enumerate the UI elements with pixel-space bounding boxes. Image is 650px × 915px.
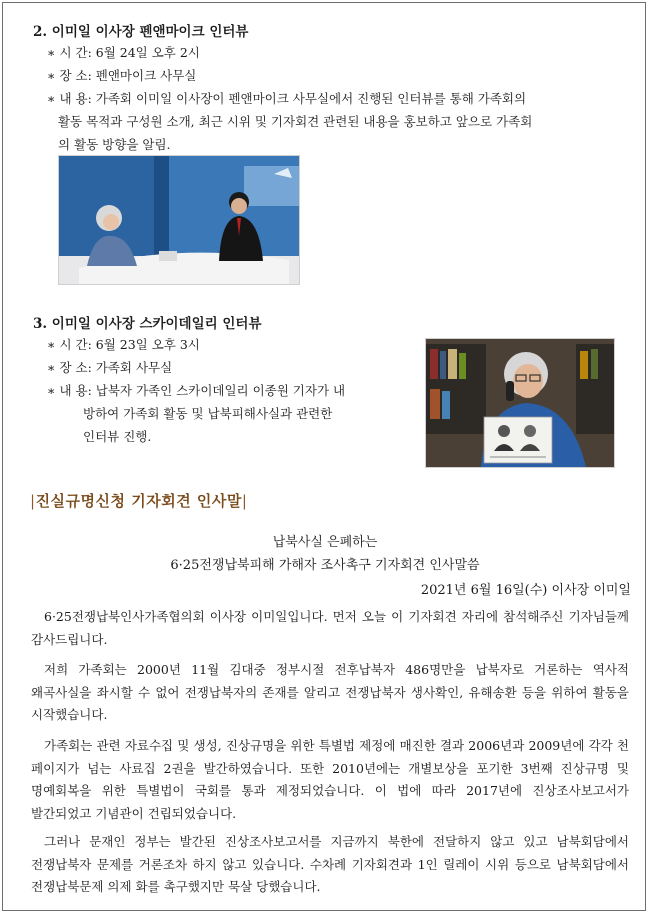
speech-paragraph-1: [31, 606, 629, 651]
speech-title-line2: 6·25전쟁납북피해 가해자 조사촉구 기자회견 인사말씀: [170, 558, 480, 573]
speech-paragraph-4-text: 그러나 문재인 정부는 발간된 진상조사보고서를 지금까지 북한에 전달하지 않고 있고 남북회담에서 전쟁납북자 문제를 거론조차 하지 않고 있습니다. 수차례 기자회견과 1인 릴레이 시위 등으로 남북회담에서 전쟁납북문제 의제 화를 촉구했지만 묵살 당했습니다.: [31, 834, 629, 894]
document-page: [2, 2, 646, 911]
section3-place: ∗ 장 소: 가족회 사무실: [47, 360, 173, 375]
speech-paragraph-3: [31, 735, 629, 825]
office-interview-photo: [425, 338, 615, 468]
section2-time: ∗ 시 간: 6월 24일 오후 2시: [47, 45, 200, 60]
interview-studio-illustration: [59, 156, 299, 284]
speech-paragraph-2-text: 저희 가족회는 2000년 11월 김대중 정부시절 전후납북자 486명만을 납북자로 거론하는 역사적 왜곡사실을 좌시할 수 없어 전쟁납북자의 존재를 알리고 전쟁납북자 생사확인, 유해송환 등을 위하여 활동을 시작했습니다.: [31, 662, 629, 722]
speech-paragraph-4: [31, 831, 629, 899]
interview-studio-photo: [58, 155, 300, 285]
section3-time: ∗ 시 간: 6월 23일 오후 3시: [47, 337, 200, 352]
speech-paragraph-2: [31, 659, 629, 727]
section3-content-line1: ∗ 내 용: 납북자 가족인 스카이데일리 이종원 기자가 내: [47, 383, 346, 398]
section2-content-line2: 활동 목적과 구성원 소개, 최근 시위 및 기자회견 관련된 내용을 홍보하고 앞으로 가족회: [58, 114, 533, 129]
section2-place: ∗ 장 소: 펜앤마이크 사무실: [47, 68, 197, 83]
banner-title: 진실규명신청 기자회견 인사말: [35, 492, 242, 510]
section3-heading: 3. 이미일 이사장 스카이데일리 인터뷰: [33, 316, 262, 332]
section2-content-line3: 의 활동 방향을 알림.: [58, 137, 171, 152]
speech-date-line: 2021년 6월 16일(수) 이사장 이미일: [420, 583, 631, 598]
section3-content-line3: 인터뷰 진행.: [83, 429, 152, 444]
speech-paragraph-3-text: 가족회는 관련 자료수집 및 생성, 진상규명을 위한 특별법 제정에 매진한 결과 2006년과 2009년에 각각 천 페이지가 넘는 사료집 2권을 발간하였습니다. 또한 2010년에는 개별보상을 포기한 3번째 진상규명 및 명예회복을 위한 특별법이 국회를 통과 제정되었습니다. 이 법에 따라 2017년에 진상조사보고서가 발간되었고 기념관이 건립되었습니다.: [31, 738, 629, 821]
speech-title-line1: 납북사실 은폐하는: [272, 535, 378, 550]
speech-paragraph-1-text: 6·25전쟁납북인사가족협의회 이사장 이미일입니다. 먼저 오늘 이 기자회견 자리에 참석해주신 기자님들께 감사드립니다.: [31, 609, 629, 647]
section-banner: |진실규명신청 기자회견 인사말|: [30, 492, 248, 510]
office-interview-illustration: [426, 339, 614, 467]
section2-heading: 2. 이미일 이사장 펜앤마이크 인터뷰: [33, 24, 249, 40]
section3-content-line2: 방하여 가족회 활동 및 납북피해사실과 관련한: [83, 406, 333, 421]
section2-content-line1: ∗ 내 용: 가족회 이미일 이사장이 펜앤마이크 사무실에서 진행된 인터뷰를 통해 가족회의: [47, 91, 527, 106]
